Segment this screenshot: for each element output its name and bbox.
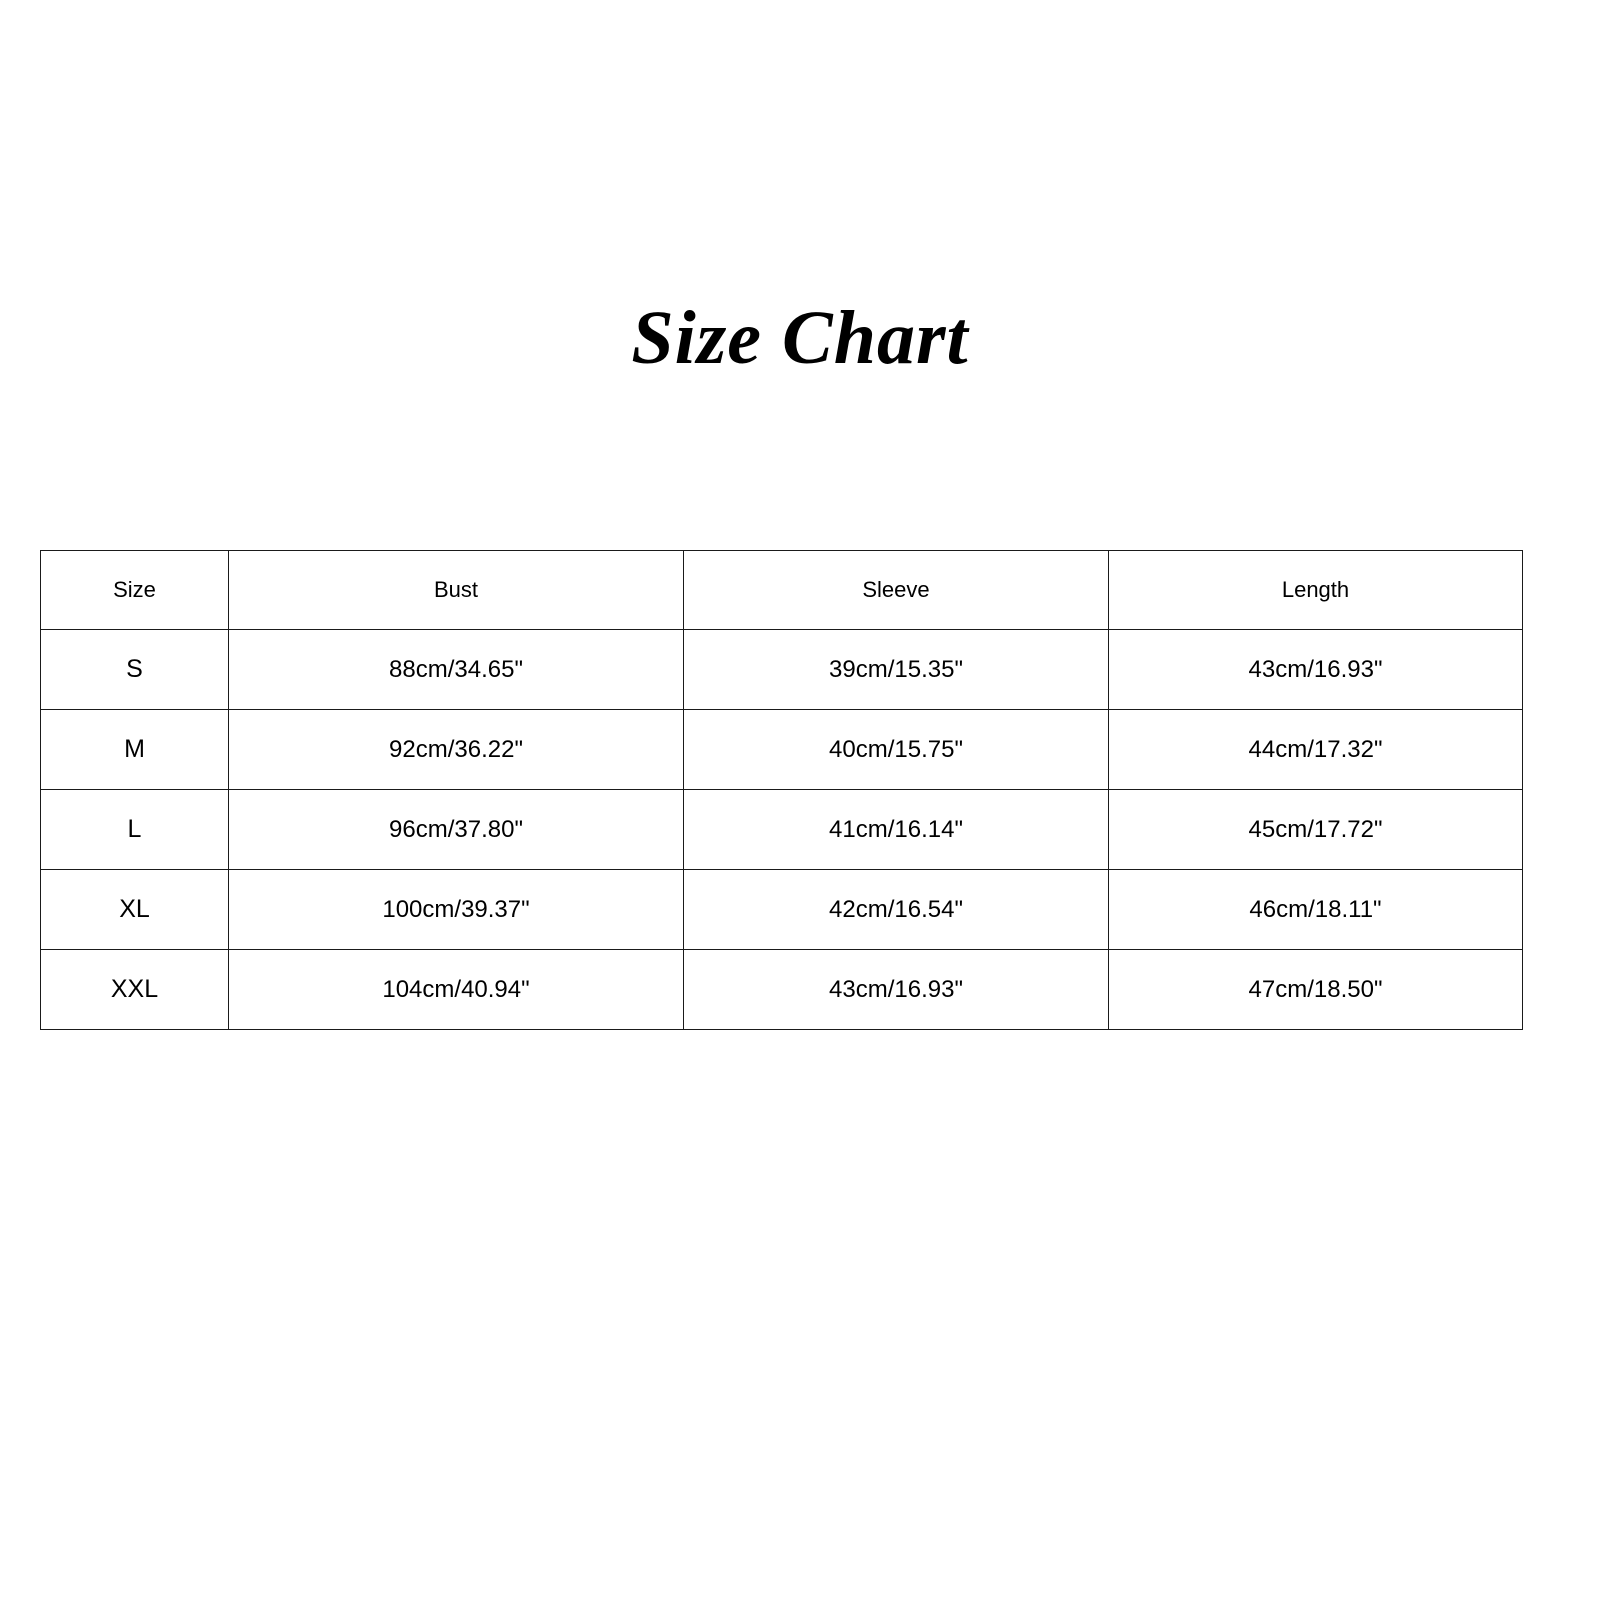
cell-size: XL xyxy=(41,870,229,950)
cell-size: XXL xyxy=(41,950,229,1030)
cell-size: L xyxy=(41,790,229,870)
cell-bust: 104cm/40.94" xyxy=(229,950,684,1030)
cell-length: 46cm/18.11" xyxy=(1109,870,1523,950)
column-header-length: Length xyxy=(1109,551,1523,630)
cell-sleeve: 42cm/16.54" xyxy=(684,870,1109,950)
cell-bust: 96cm/37.80" xyxy=(229,790,684,870)
cell-sleeve: 41cm/16.14" xyxy=(684,790,1109,870)
cell-length: 44cm/17.32" xyxy=(1109,710,1523,790)
cell-length: 47cm/18.50" xyxy=(1109,950,1523,1030)
cell-sleeve: 43cm/16.93" xyxy=(684,950,1109,1030)
table-row xyxy=(41,790,1523,870)
column-header-bust: Bust xyxy=(229,551,684,630)
page-title: Size Chart xyxy=(631,296,969,380)
cell-bust: 88cm/34.65" xyxy=(229,630,684,710)
table-header-row xyxy=(41,551,1523,630)
size-chart-container xyxy=(40,550,1522,1030)
column-header-sleeve: Sleeve xyxy=(684,551,1109,630)
cell-size: S xyxy=(41,630,229,710)
table-row xyxy=(41,630,1523,710)
cell-length: 45cm/17.72" xyxy=(1109,790,1523,870)
table-row xyxy=(41,710,1523,790)
cell-length: 43cm/16.93" xyxy=(1109,630,1523,710)
cell-sleeve: 40cm/15.75" xyxy=(684,710,1109,790)
table-row xyxy=(41,870,1523,950)
cell-bust: 100cm/39.37" xyxy=(229,870,684,950)
size-chart-table xyxy=(40,550,1523,1030)
cell-bust: 92cm/36.22" xyxy=(229,710,684,790)
cell-size: M xyxy=(41,710,229,790)
cell-sleeve: 39cm/15.35" xyxy=(684,630,1109,710)
column-header-size: Size xyxy=(41,551,229,630)
table-row xyxy=(41,950,1523,1030)
